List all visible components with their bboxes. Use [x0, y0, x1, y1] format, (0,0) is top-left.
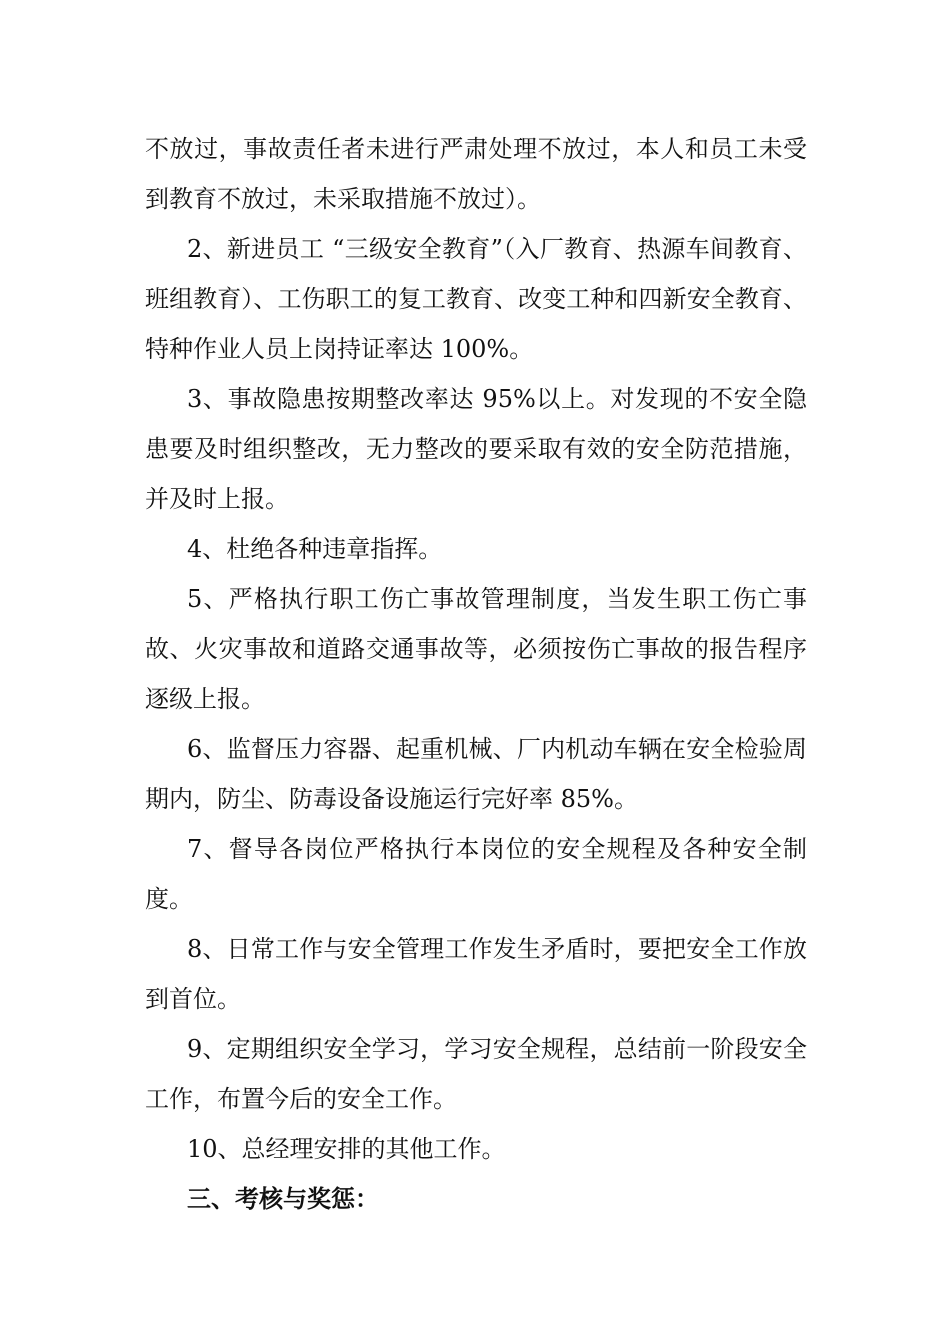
paragraph-item-4: 4、杜绝各种违章指挥。 [187, 535, 443, 563]
document-body [145, 124, 807, 1224]
section-heading: 三、考核与奖惩： [187, 1184, 379, 1213]
paragraph-item-10: 10、总经理安排的其他工作。 [187, 1135, 506, 1163]
paragraph-item-6: 6、监督压力容器、起重机械、厂内机动车辆在安全检验周期内，防尘、防毒设备设施运行完好率 85%。 [145, 735, 807, 813]
paragraph-item-8: 8、日常工作与安全管理工作发生矛盾时，要把安全工作放到首位。 [145, 935, 807, 1013]
paragraph-item-7: 7、督导各岗位严格执行本岗位的安全规程及各种安全制度。 [145, 835, 807, 913]
paragraph-item-2: 2、新进员工 “三级安全教育”（入厂教育、热源车间教育、班组教育）、工伤职工的复工教育、改变工种和四新安全教育、特种作业人员上岗持证率达 100%。 [145, 235, 807, 363]
paragraph-continuation: 不放过，事故责任者未进行严肃处理不放过，本人和员工未受到教育不放过，未采取措施不放过）。 [145, 135, 807, 213]
paragraph-item-3: 3、事故隐患按期整改率达 95%以上。对发现的不安全隐患要及时组织整改，无力整改的要采取有效的安全防范措施，并及时上报。 [145, 385, 807, 513]
paragraph-item-9: 9、定期组织安全学习，学习安全规程，总结前一阶段安全工作，布置今后的安全工作。 [145, 1035, 807, 1113]
paragraph-item-5: 5、严格执行职工伤亡事故管理制度，当发生职工伤亡事故、火灾事故和道路交通事故等，必须按伤亡事故的报告程序逐级上报。 [145, 585, 807, 713]
